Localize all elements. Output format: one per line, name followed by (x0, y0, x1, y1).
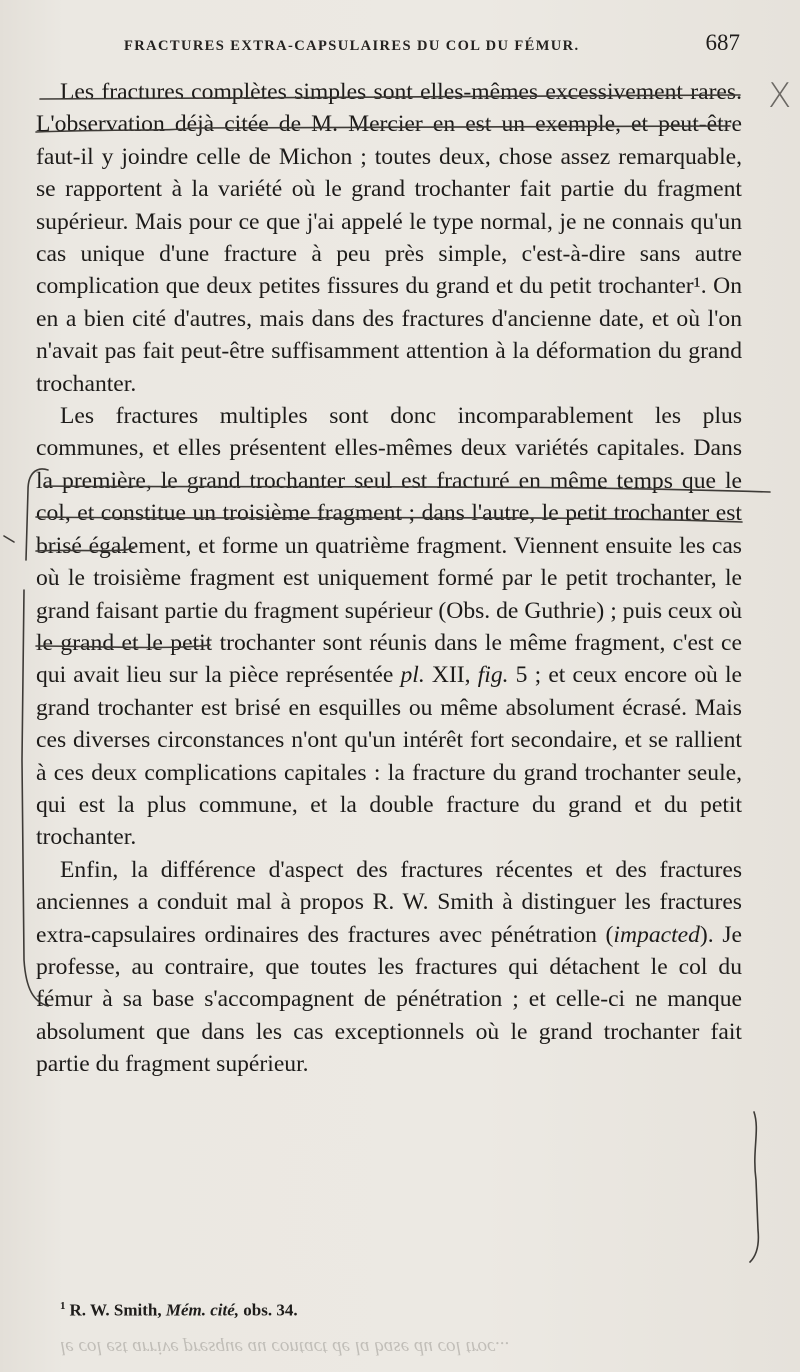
footnote-ref: obs. 34. (239, 1300, 298, 1320)
paragraph-1: Les fractures complètes simples sont elles-mêmes excessivement rares. L'observation déjà citée de M. Mercier en est un exemple, et peut-être faut-il y joindre celle de Michon ; toutes deux, chose assez remarquable, se rapportent à la variété où le grand trochanter fait partie du fragment supérieur. Mais pour ce que j'ai appelé le type normal, je ne connais qu'un cas unique d'une fracture à peu près simple, c'est-à-dire sans autre complication que deux petites fissures du grand et du petit trochanter¹. On en a bien cité d'autres, mais dans des fractures d'ancienne date, et où l'on n'avait pas fait peut-être suffisamment attention à la déformation du grand trochanter. (36, 79, 742, 397)
left-tick (4, 536, 14, 542)
plate-reference: pl. (400, 662, 425, 689)
page-header (36, 30, 740, 64)
paragraph-2-text-b: 5 ; et ceux encore où le grand trochanter est brisé en esquilles ou même absolument écrasé. Mais ces diverses circonstances n'ont qu'un intérêt fort secondaire, et se rallient à ces deux complications capitales : la fracture du grand trochanter seule, qui est la plus commune, et la double fracture du grand et du petit trochanter. (36, 662, 742, 851)
plate-number: XII, (424, 662, 478, 689)
footnote-author: R. W. Smith, (69, 1300, 166, 1320)
footnote (60, 1300, 660, 1321)
page-number: 687 (705, 30, 740, 55)
body-text (36, 76, 742, 1081)
running-head: FRACTURES EXTRA-CAPSULAIRES DU COL DU FÉMUR. (124, 38, 580, 54)
figure-reference: fig. (477, 662, 509, 689)
footnote-marker: 1 (60, 1300, 66, 1312)
paragraph-3 (36, 854, 742, 1081)
paragraph-2-text-a: Les fractures multiples sont donc incomparablement les plus communes, et elles présentent elles-mêmes deux variétés capitales. Dans la première, le grand trochanter seul est fracturé en même temps que le col, et constitue un troisième fragment ; dans l'autre, le petit trochanter est brisé également, et forme un quatrième fragment. Viennent ensuite les cas où le troisième fragment est uniquement formé par le petit trochanter, le grand faisant partie du fragment supérieur (Obs. de Guthrie) ; puis ceux où le grand et le petit trochanter sont réunis dans le même fragment, c'est ce qui avait lieu sur la pièce représentée (36, 403, 742, 689)
paragraph-3-text-b: ). Je professe, au contraire, que toutes les fractures qui détachent le col du fémur à sa base s'accompagnent de pénétration ; et celle-ci ne manque absolument que dans les cas exceptionnels où le grand trochanter fait partie du fragment supérieur. (36, 921, 742, 1078)
paragraph-2 (36, 400, 742, 854)
right-bracket (750, 1112, 758, 1262)
impacted-term: impacted (613, 921, 700, 948)
bottom-show-through: le col est arrive presque au contact de la base du col troc... (60, 1337, 510, 1358)
footnote-work: Mém. cité, (165, 1300, 240, 1320)
margin-x-mark-icon: X (768, 76, 792, 116)
paragraph-3-text-a: Enfin, la différence d'aspect des fractures récentes et des fractures anciennes a conduit mal à propos R. W. Smith à distinguer les fractures extra-capsulaires ordinaires des fractures avec pénétration ( (36, 856, 742, 948)
